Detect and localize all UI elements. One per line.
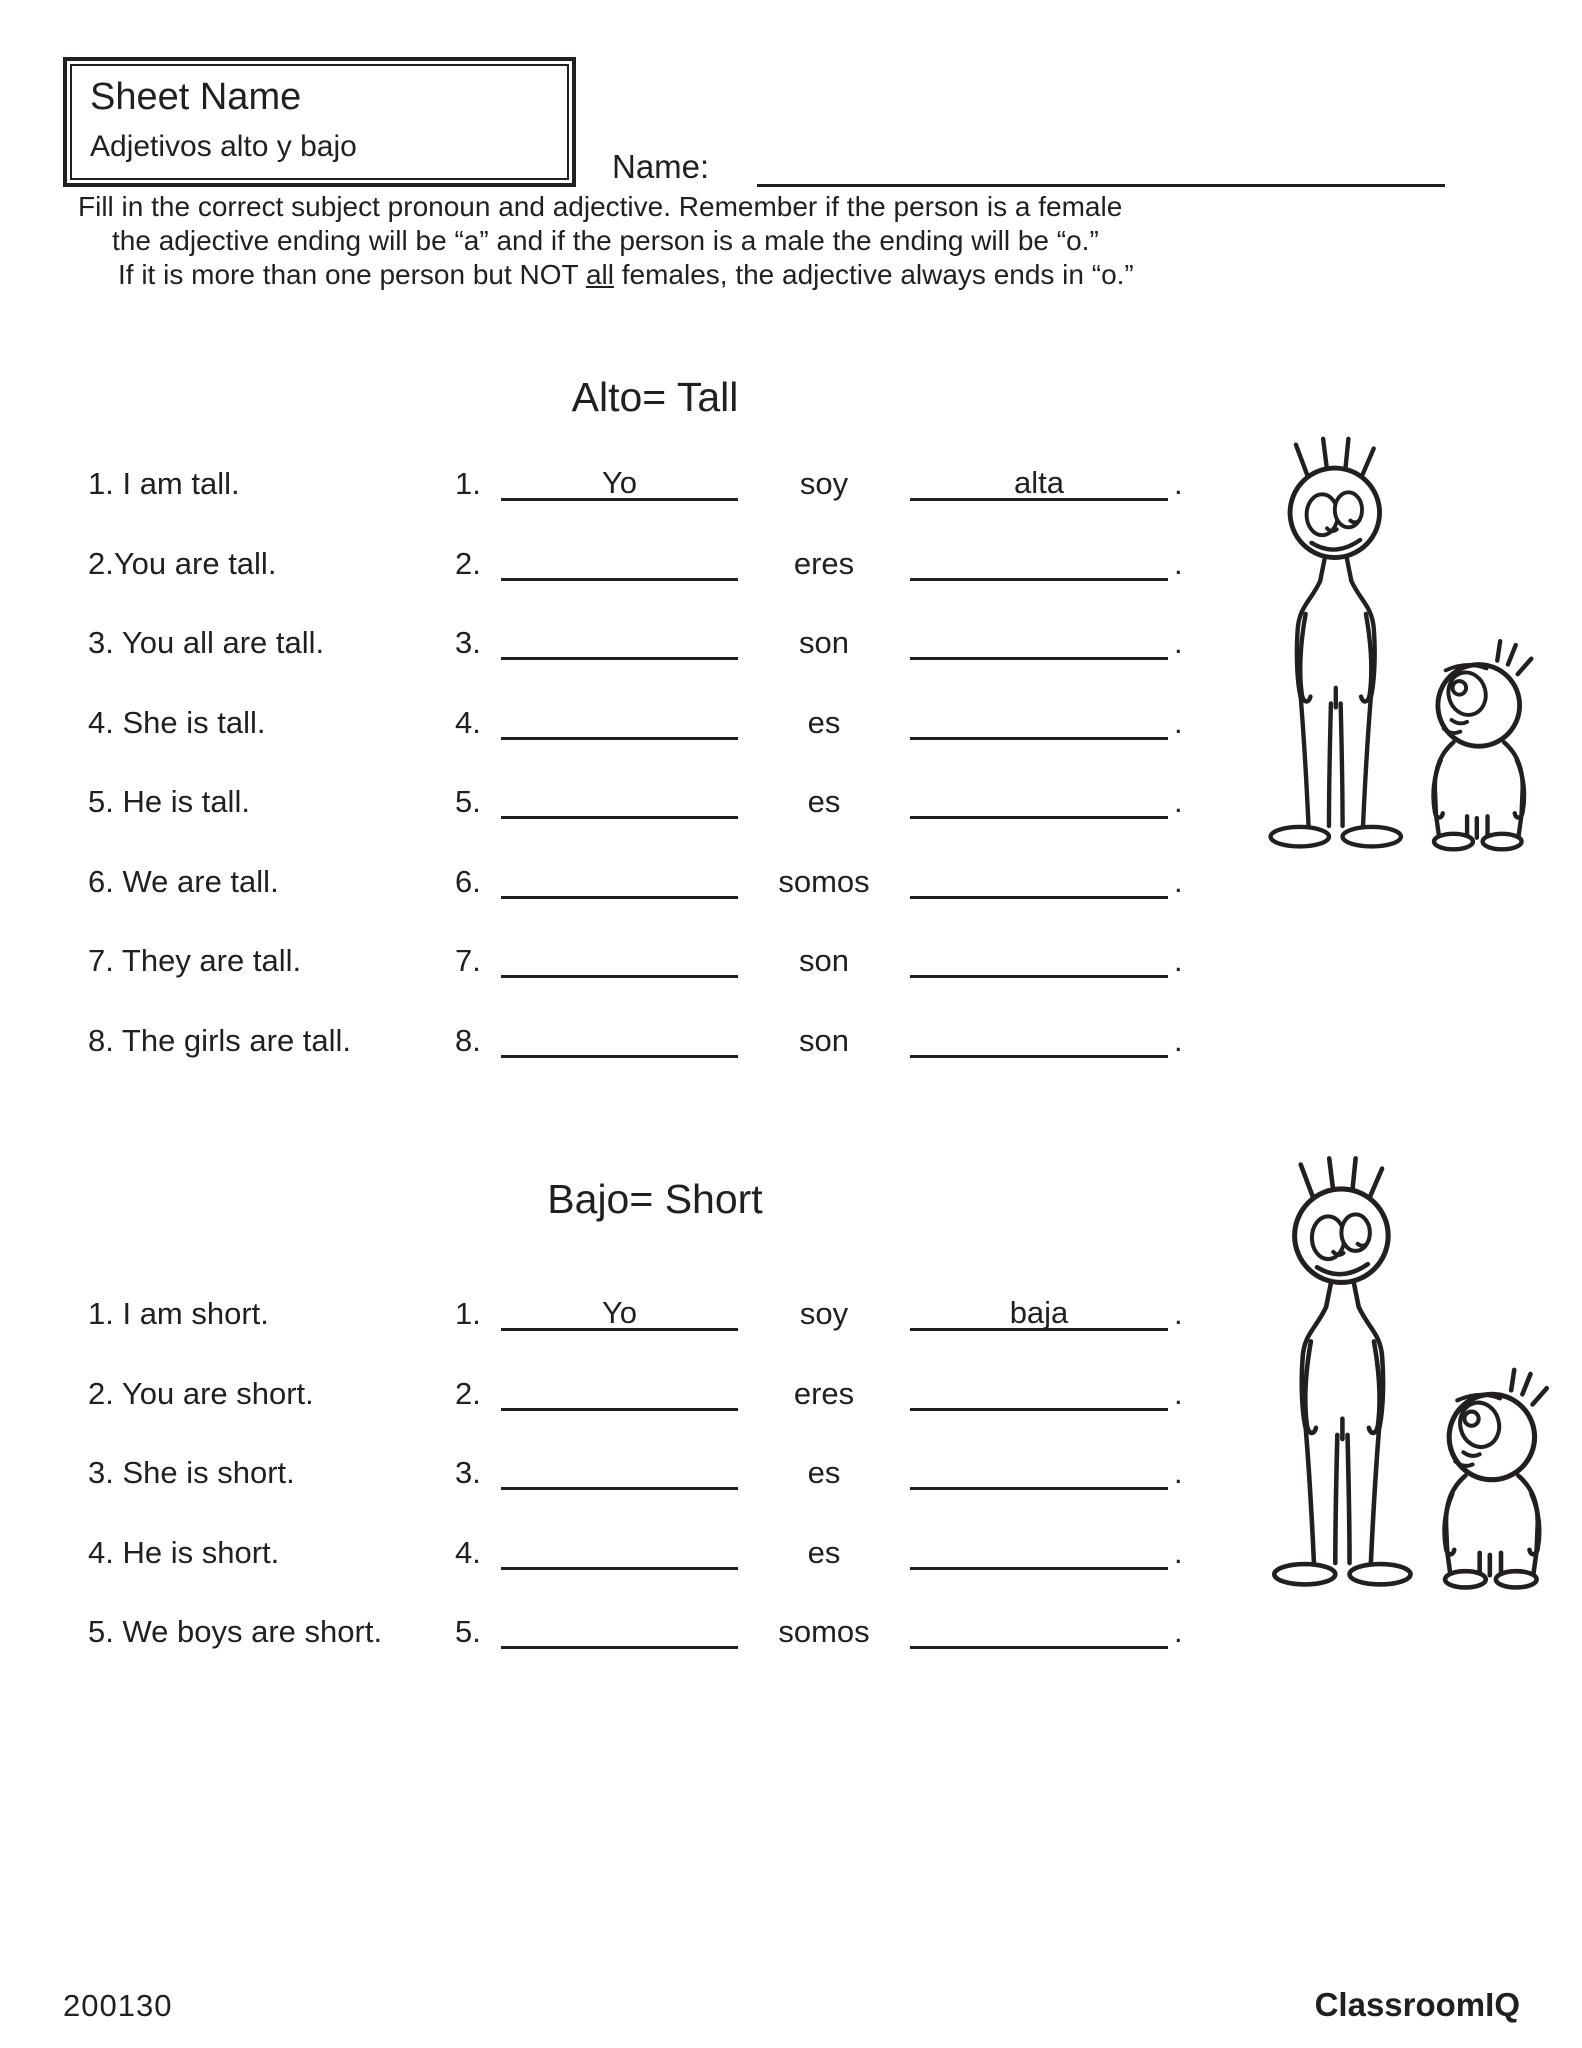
item-number: 7. bbox=[455, 943, 481, 978]
short-figure bbox=[1433, 641, 1531, 849]
adjective-blank[interactable] bbox=[910, 1362, 1168, 1411]
exercise-row bbox=[88, 611, 1278, 691]
sentence-period: . bbox=[1174, 1296, 1183, 1331]
name-field-line[interactable] bbox=[757, 150, 1445, 187]
sentence-period: . bbox=[1174, 1614, 1183, 1649]
name-label: Name: bbox=[612, 148, 710, 185]
sheet-title-box-inner bbox=[70, 64, 569, 180]
sentence-english: 3. She is short. bbox=[88, 1455, 295, 1490]
exercise-row bbox=[88, 1441, 1278, 1521]
pronoun-blank[interactable] bbox=[501, 452, 738, 501]
sentence-english: 7. They are tall. bbox=[88, 943, 302, 978]
adjective-answer: baja bbox=[1009, 1295, 1069, 1330]
adjective-blank[interactable] bbox=[910, 611, 1168, 660]
instructions bbox=[78, 190, 1134, 292]
pronoun-blank[interactable] bbox=[501, 532, 738, 581]
sentence-english: 2.You are tall. bbox=[88, 545, 277, 581]
sentence-english: 4. He is short. bbox=[88, 1534, 280, 1570]
alto-exercise-rows bbox=[88, 452, 1278, 1088]
sentence-period: . bbox=[1174, 943, 1183, 978]
verb-label: somos bbox=[778, 863, 870, 899]
sentence-english: 2. You are short. bbox=[88, 1375, 314, 1411]
pronoun-blank[interactable] bbox=[501, 611, 738, 660]
adjective-blank[interactable] bbox=[910, 1282, 1168, 1331]
pronoun-blank[interactable] bbox=[501, 1282, 738, 1331]
sheet-title-box bbox=[63, 57, 576, 187]
instructions-line-2: the adjective ending will be “a” and if the person is a male the ending will be “o.” bbox=[112, 225, 1099, 256]
item-number: 1. bbox=[455, 1296, 481, 1331]
adjective-blank[interactable] bbox=[910, 691, 1168, 740]
item-number: 5. bbox=[455, 1614, 481, 1649]
exercise-row bbox=[88, 929, 1278, 1009]
exercise-row bbox=[88, 770, 1278, 850]
item-number: 5. bbox=[455, 784, 481, 819]
exercise-row bbox=[88, 1009, 1278, 1089]
sentence-english: 4. She is tall. bbox=[88, 704, 266, 740]
adjective-blank[interactable] bbox=[910, 1009, 1168, 1058]
sentence-english: 6. We are tall. bbox=[88, 863, 279, 899]
sentence-period: . bbox=[1174, 1022, 1183, 1058]
sheet-subtitle: Adjetivos alto y bajo bbox=[90, 129, 357, 163]
item-number: 4. bbox=[455, 1534, 481, 1570]
adjective-blank[interactable] bbox=[910, 532, 1168, 581]
verb-label: es bbox=[807, 704, 841, 740]
sentence-period: . bbox=[1174, 1534, 1183, 1570]
sentence-period: . bbox=[1174, 1455, 1183, 1490]
exercise-row bbox=[88, 1600, 1278, 1680]
worksheet-number: 200130 bbox=[63, 1988, 173, 2023]
sentence-english: 8. The girls are tall. bbox=[88, 1022, 352, 1058]
item-number: 1. bbox=[455, 466, 481, 501]
instructions-line-3 bbox=[78, 258, 1134, 292]
item-number: 4. bbox=[455, 704, 481, 740]
adjective-answer: alta bbox=[1014, 465, 1064, 500]
sentence-english: 5. We boys are short. bbox=[88, 1614, 383, 1649]
verb-label: eres bbox=[793, 545, 855, 581]
pronoun-blank[interactable] bbox=[501, 929, 738, 978]
sentence-period: . bbox=[1174, 784, 1183, 819]
adjective-blank[interactable] bbox=[910, 1600, 1168, 1649]
verb-label: son bbox=[799, 943, 849, 978]
pronoun-answer: Yo bbox=[601, 1295, 638, 1330]
pronoun-blank[interactable] bbox=[501, 850, 738, 899]
item-number: 6. bbox=[455, 863, 481, 899]
item-number: 3. bbox=[455, 625, 481, 660]
verb-label: son bbox=[799, 1022, 849, 1058]
item-number: 3. bbox=[455, 1455, 481, 1490]
instructions-underlined-word: all bbox=[585, 259, 614, 290]
exercise-row bbox=[88, 452, 1278, 532]
adjective-blank[interactable] bbox=[910, 929, 1168, 978]
exercise-row bbox=[88, 1521, 1278, 1601]
verb-label: soy bbox=[799, 466, 849, 501]
pronoun-blank[interactable] bbox=[501, 770, 738, 819]
instructions-line-3-suffix: females, the adjective always ends in “o.” bbox=[613, 259, 1134, 290]
sentence-period: . bbox=[1174, 863, 1183, 899]
exercise-row bbox=[88, 1282, 1278, 1362]
sentence-period: . bbox=[1174, 625, 1183, 660]
verb-label: soy bbox=[799, 1296, 849, 1331]
sentence-english: 5. He is tall. bbox=[88, 784, 250, 819]
tall-figure bbox=[1271, 439, 1401, 847]
adjective-blank[interactable] bbox=[910, 452, 1168, 501]
pronoun-blank[interactable] bbox=[501, 691, 738, 740]
sentence-period: . bbox=[1174, 1375, 1183, 1411]
bajo-exercise-rows bbox=[88, 1282, 1278, 1680]
adjective-blank[interactable] bbox=[910, 850, 1168, 899]
pronoun-blank[interactable] bbox=[501, 1600, 738, 1649]
classroomiq-logo: ClassroomIQ bbox=[1314, 1986, 1520, 2023]
pronoun-blank[interactable] bbox=[501, 1362, 738, 1411]
exercise-row bbox=[88, 850, 1278, 930]
exercise-row bbox=[88, 1362, 1278, 1442]
item-number: 2. bbox=[455, 545, 481, 581]
verb-label: son bbox=[799, 625, 849, 660]
pronoun-blank[interactable] bbox=[501, 1521, 738, 1570]
sheet-name-title: Sheet Name bbox=[90, 76, 302, 118]
sentence-period: . bbox=[1174, 704, 1183, 740]
section-title-alto: Alto= Tall bbox=[571, 374, 739, 420]
pronoun-answer: Yo bbox=[601, 465, 638, 500]
sentence-english: 1. I am short. bbox=[88, 1296, 269, 1331]
verb-label: es bbox=[807, 1455, 841, 1490]
sentence-english: 1. I am tall. bbox=[88, 466, 240, 501]
item-number: 8. bbox=[455, 1022, 481, 1058]
verb-label: somos bbox=[778, 1614, 870, 1649]
instructions-line-1: Fill in the correct subject pronoun and adjective. Remember if the person is a female bbox=[78, 191, 1123, 222]
exercise-row bbox=[88, 691, 1278, 771]
alto-figures-illustration bbox=[1253, 433, 1545, 861]
instructions-line-3-prefix: If it is more than one person but NOT bbox=[118, 259, 586, 290]
sentence-period: . bbox=[1174, 466, 1183, 501]
section-title-bajo: Bajo= Short bbox=[547, 1176, 763, 1222]
bajo-figures-illustration bbox=[1256, 1150, 1561, 1602]
adjective-blank[interactable] bbox=[910, 1441, 1168, 1490]
pronoun-blank[interactable] bbox=[501, 1441, 738, 1490]
sentence-period: . bbox=[1174, 545, 1183, 581]
verb-label: es bbox=[807, 1534, 841, 1570]
pronoun-blank[interactable] bbox=[501, 1009, 738, 1058]
adjective-blank[interactable] bbox=[910, 770, 1168, 819]
adjective-blank[interactable] bbox=[910, 1521, 1168, 1570]
exercise-row bbox=[88, 532, 1278, 612]
verb-label: es bbox=[807, 784, 841, 819]
verb-label: eres bbox=[793, 1375, 855, 1411]
sentence-english: 3. You all are tall. bbox=[88, 625, 325, 660]
item-number: 2. bbox=[455, 1375, 481, 1411]
